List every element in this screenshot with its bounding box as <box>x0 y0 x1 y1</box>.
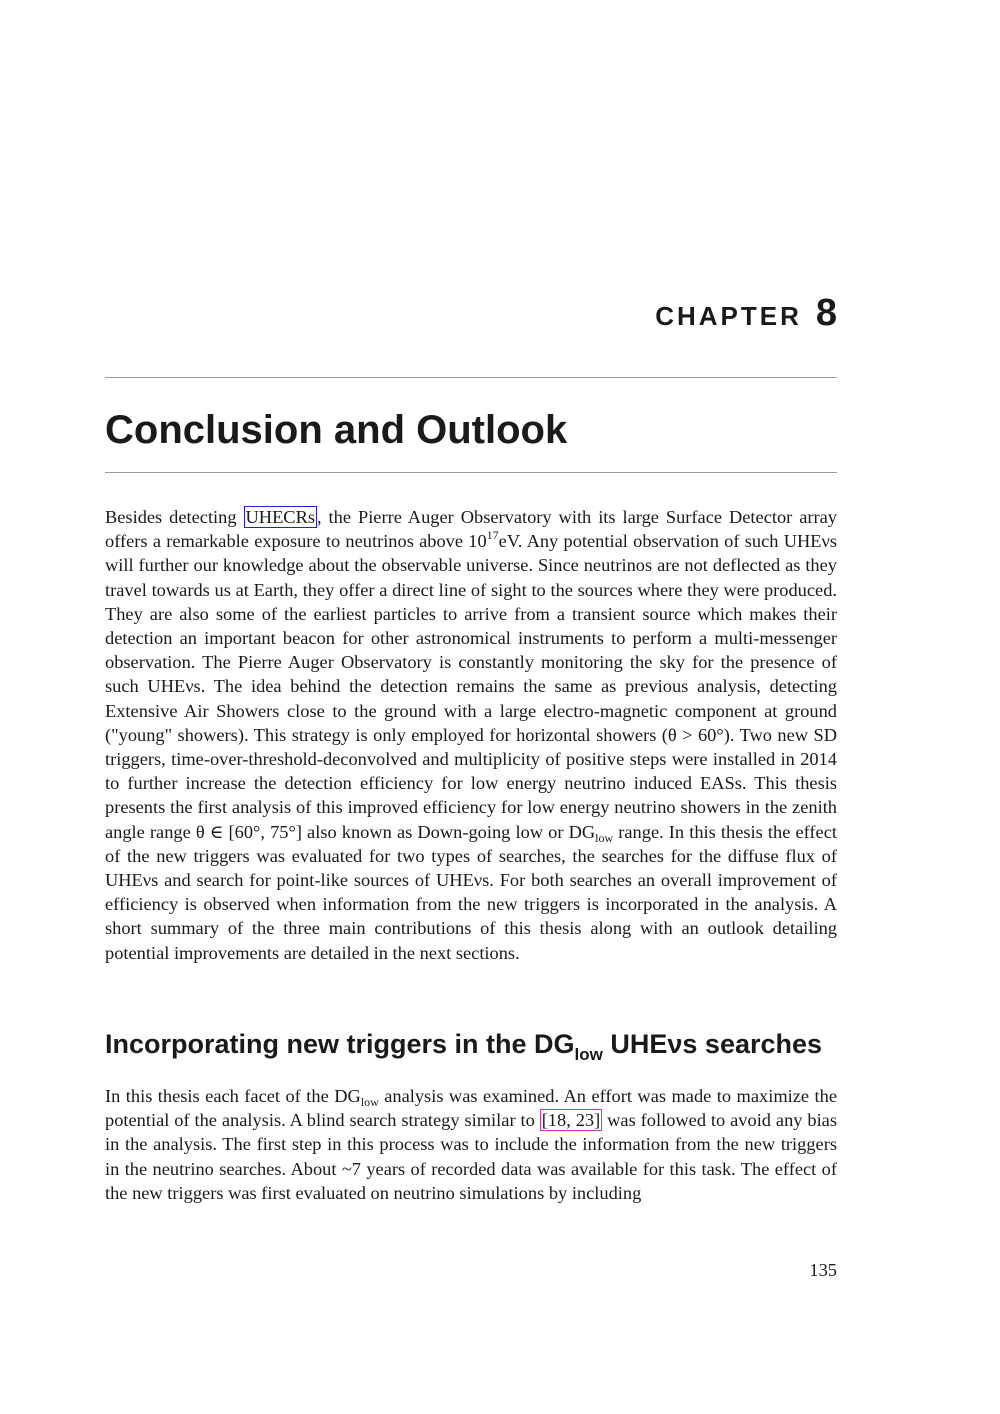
chapter-number: 8 <box>815 292 837 334</box>
intro-text-4: range. In this thesis the effect of the new triggers was evaluated for two types of searches, the searches for the diffuse flux of UHEνs and search for point-like sources of UHEνs. For both searches an overall improvement of efficiency is observed when information from the new triggers is incorporated in the analysis. A short summary of the three main contributions of this thesis along with an outlook detailing potential improvements are detailed in the next sections. <box>105 821 837 963</box>
section-text-2: analysis was examined. An effort was made to maximize the potential of the analysis. A blind search strategy similar to <box>105 1086 837 1131</box>
section-heading <box>105 1028 823 1064</box>
title-rule-top <box>105 377 837 378</box>
section-heading-pre: Incorporating new triggers in the DG <box>105 1029 575 1059</box>
energy-exponent: 17 <box>486 528 499 543</box>
section-dg-subscript: low <box>360 1095 379 1109</box>
section-text-1: In this thesis each facet of the DG <box>105 1086 361 1106</box>
intro-paragraph <box>105 505 837 965</box>
chapter-word: CHAPTER <box>655 301 802 331</box>
page-number: 135 <box>809 1260 837 1280</box>
section-heading-post: UHEνs searches <box>602 1029 823 1059</box>
intro-text-2: , the Pierre Auger Observatory with its large Surface Detector array offers a remarkable exposure to neutrinos above 10 <box>105 507 838 552</box>
intro-text-3: eV. Any potential observation of such UHEνs will further our knowledge about the observable universe. Since neutrinos are not deflected as they travel towards us at Earth, they offer a direct line of sight to the sources where they were produced. They are also some of the earliest particles to arrive from a transient source which makes their detection an important beacon for other astronomical instruments to perform a multi-messenger observation. The Pierre Auger Observatory is constantly monitoring the sky for the presence of such UHEνs. The idea behind the detection remains the same as previous analysis, detecting Extensive Air Showers close to the ground with a large electro-magnetic component at ground ("young" showers). This strategy is only employed for horizontal showers (θ > 60°). Two new SD triggers, time-over-threshold-deconvolved and multiplicity of positive steps were installed in 2014 to further increase the detection efficiency for low energy neutrino induced EASs. This thesis presents the first analysis of this improved efficiency for low energy neutrino showers in the zenith angle range θ ∈ [60°, 75°] also known as Down-going low or DG <box>105 531 837 842</box>
section-paragraph <box>105 1084 837 1205</box>
chapter-label <box>655 292 837 335</box>
dg-subscript: low <box>595 830 614 845</box>
section-heading-subscript: low <box>574 1045 603 1064</box>
chapter-title: Conclusion and Outlook <box>105 408 568 452</box>
section-text-3: was followed to avoid any bias in the analysis. The first step in this process was to include the information from the new triggers in the neutrino searches. About ~7 years of recorded data was available for this task. The effect of the new triggers was first evaluated on neutrino simulations by including <box>105 1110 837 1203</box>
citation-link[interactable]: [18, 23] <box>541 1110 601 1131</box>
uhecr-acronym-link[interactable]: UHECRs <box>245 507 316 527</box>
title-rule-bottom <box>105 472 837 473</box>
intro-text-1: Besides detecting <box>105 507 244 527</box>
